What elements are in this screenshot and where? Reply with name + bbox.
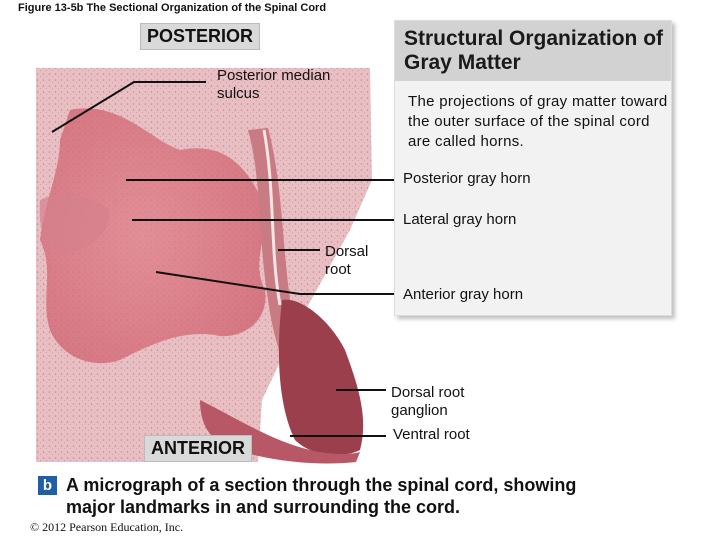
label-lateral-gray-horn: Lateral gray horn — [403, 211, 517, 228]
label-posterior-median-sulcus: Posterior median sulcus — [217, 67, 331, 102]
label-ventral-root: Ventral root — [393, 426, 470, 443]
panel-title: Structural Organization of Gray Matter — [404, 27, 664, 74]
leader-posterior-median-sulcus — [52, 82, 206, 132]
label-dorsal-root: Dorsal root — [325, 243, 369, 278]
label-anterior-gray-horn: Anterior gray horn — [403, 286, 524, 303]
label-dorsal-root-ganglion: Dorsal root ganglion — [391, 384, 465, 419]
panel-letter-badge: b — [38, 476, 57, 495]
figure-caption: A micrograph of a section through the spinal cord, showing major landmarks in and surrounding the cord. — [66, 475, 577, 517]
figure-title: Figure 13-5b The Sectional Organization of the Spinal Cord — [18, 2, 327, 14]
copyright: © 2012 Pearson Education, Inc. — [30, 520, 184, 534]
anterior-label: ANTERIOR — [144, 435, 252, 462]
panel-description: The projections of gray matter toward the outer surface of the spinal cord are called horns. — [408, 93, 668, 150]
label-posterior-gray-horn: Posterior gray horn — [403, 170, 531, 187]
posterior-label: POSTERIOR — [140, 23, 260, 50]
